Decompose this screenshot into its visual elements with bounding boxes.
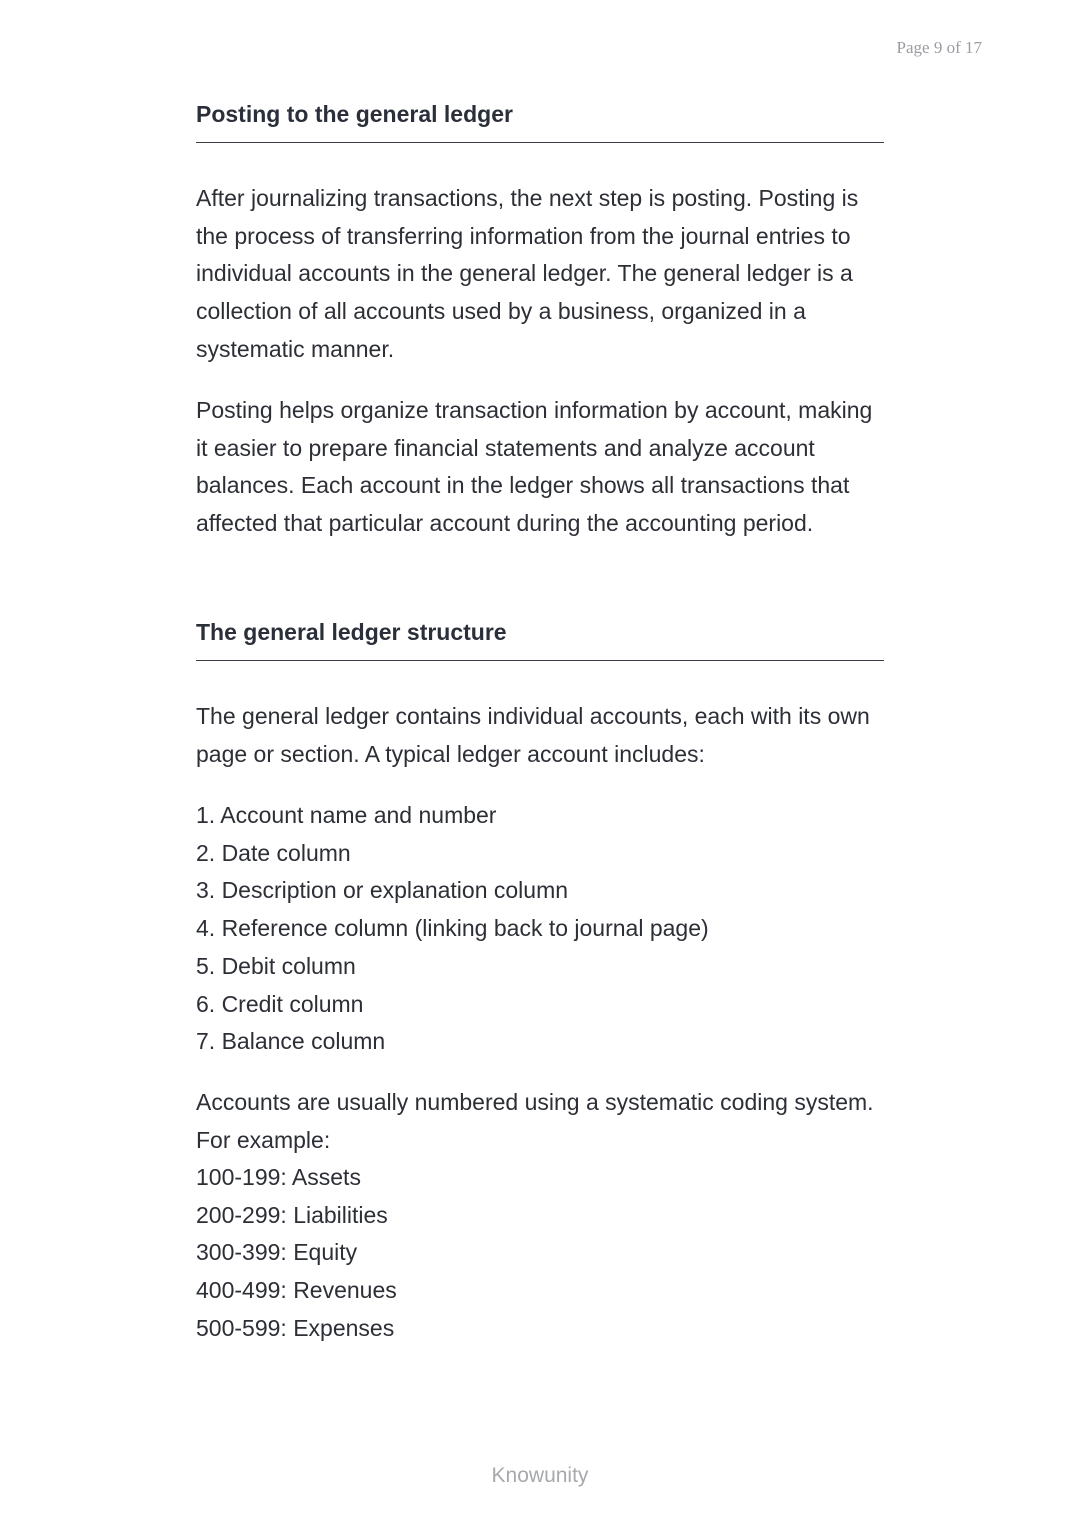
list-item: 7. Balance column [196, 1028, 386, 1055]
list-item: 200-299: Liabilities [196, 1201, 388, 1228]
list-item: 3. Description or explanation column [196, 877, 569, 904]
list-item: 6. Credit column [196, 990, 364, 1017]
footer-brand: Knowunity [491, 1464, 589, 1487]
paragraph-ledger-intro: The general ledger contains individual accounts, each with its own page or section. A typical ledger account includes: [196, 703, 870, 767]
page-number: Page 9 of 17 [896, 38, 982, 57]
section-heading-posting: Posting to the general ledger [196, 100, 884, 143]
list-item: 1. Account name and number [196, 802, 497, 828]
ledger-account-components-list [196, 797, 709, 1061]
paragraph-posting-intro: After journalizing transactions, the next step is posting. Posting is the process of transferring information from the journal entries to individual accounts in the general ledger. The general ledger is a collection of all accounts used by a business, organized in a systematic manner. [196, 185, 859, 362]
list-item: 2. Date column [196, 839, 351, 866]
list-item: 5. Debit column [196, 952, 356, 979]
list-item: 4. Reference column (linking back to journal page) [196, 915, 709, 942]
paragraph-posting-benefits: Posting helps organize transaction information by account, making it easier to prepare financial statements and analyze account balances. Each account in the ledger shows all transactions that affected that particular account during the accounting period. [196, 397, 873, 537]
list-item: 400-499: Revenues [196, 1277, 397, 1304]
list-item: 100-199: Assets [196, 1164, 361, 1190]
list-item: 500-599: Expenses [196, 1314, 395, 1341]
paragraph-coding-intro: Accounts are usually numbered using a systematic coding system. For example: [196, 1089, 874, 1153]
section-heading-ledger-structure: The general ledger structure [196, 618, 884, 661]
account-codes-list [196, 1159, 397, 1348]
list-item: 300-399: Equity [196, 1239, 358, 1266]
